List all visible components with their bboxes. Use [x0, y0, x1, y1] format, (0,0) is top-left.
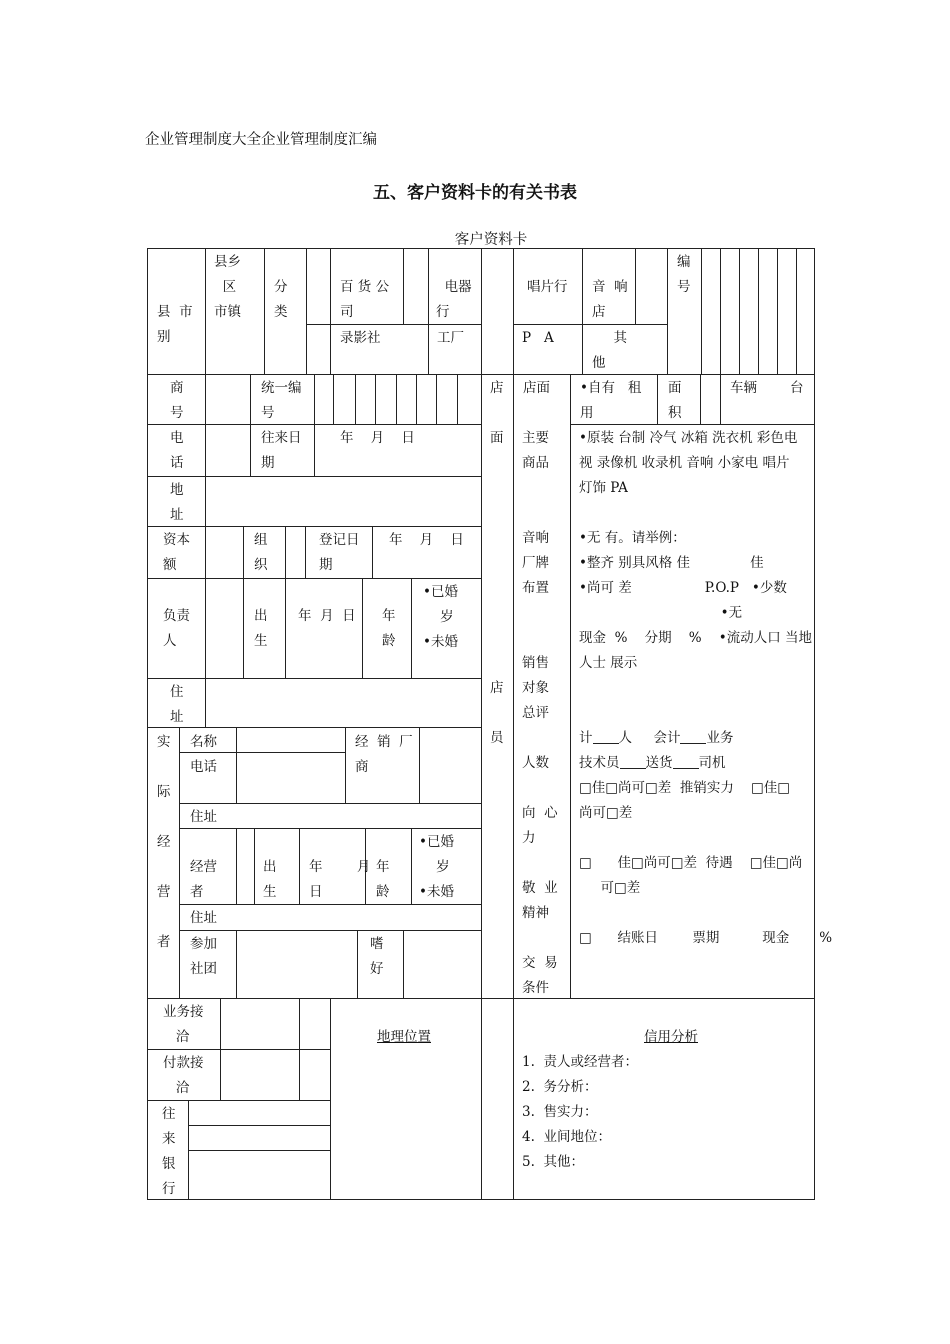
category-label: 分 类	[274, 279, 288, 320]
staff-total-label: 计	[579, 730, 593, 746]
bank-label: 往 来 银 行	[162, 1106, 176, 1197]
staff-line-1	[579, 726, 733, 751]
pa-label: P A	[522, 330, 554, 346]
number-label: 编 号	[677, 254, 691, 295]
reg-date-value: 年 月 日	[389, 532, 464, 548]
store-staff-label: 店 面 店 员	[490, 380, 504, 746]
sales-line-2: 人士 展示	[579, 655, 638, 671]
since-date-value: 年 月 日	[340, 430, 415, 446]
video-label: 录影社	[340, 330, 381, 346]
residence-label: 住 址	[170, 684, 184, 725]
club-label: 参加 社团	[190, 936, 217, 977]
principal-marital-option: •已婚 岁 •未婚	[423, 584, 458, 650]
principal-age-label: 年 龄	[382, 608, 396, 649]
staff-tech-blank	[620, 754, 646, 769]
dept-store-label: 百 货 公 司	[340, 279, 390, 320]
geo-location-heading: 地理位置	[377, 1029, 431, 1045]
staff-driver-label: 司机	[698, 755, 726, 771]
county-city-label: 县 市 别	[157, 304, 193, 345]
trade-terms-line: □ 结账日 票期 现金 %	[579, 930, 833, 946]
phone-label: 电 话	[170, 430, 184, 471]
operator-side-label: 实 际 经 营 者	[157, 734, 171, 950]
factory-label: 工厂	[437, 330, 464, 346]
operator-residence2-label: 住址	[190, 910, 217, 926]
area-label: 面 积	[668, 380, 682, 421]
unit-label: 台	[790, 380, 804, 396]
credit-analysis-heading: 信用分析	[644, 1029, 698, 1045]
dedication-line-2: 可□差	[579, 880, 641, 896]
staff-line-2	[579, 751, 726, 776]
staff-accounting-blank	[680, 729, 706, 744]
staff-delivery-label: 送货	[645, 755, 673, 771]
principal-birth-value: 年 月 日	[298, 608, 356, 624]
document-title: 五、客户资料卡的有关书表	[373, 183, 577, 203]
reg-date-label: 登记日 期	[319, 532, 360, 573]
operator-name-label: 名称	[190, 734, 217, 750]
principal-label: 负责 人	[163, 608, 190, 649]
card-title: 客户资料卡	[454, 232, 528, 248]
vehicle-label: 车辆	[730, 380, 757, 396]
biz-contact-label: 业务接 洽	[163, 1004, 204, 1045]
staff-delivery-blank	[673, 754, 699, 769]
operator-birth-value: 年 月 日	[309, 859, 371, 900]
storefront-label: 店面	[523, 380, 550, 396]
electric-label: 电器 行	[436, 279, 472, 320]
staff-total-blank	[593, 729, 619, 744]
operator-age-label: 年 龄	[376, 859, 390, 900]
principal-birth-label: 出 生	[254, 608, 268, 649]
document-header: 企业管理制度大全企业管理制度汇编	[145, 132, 377, 148]
address-label: 地 址	[170, 482, 184, 523]
staff-business-label: 业务	[706, 730, 734, 746]
own-rent-option: •自有 租 用	[580, 380, 642, 421]
staff-accounting-label: 人 会计	[618, 730, 681, 746]
capital-label: 资本 额	[163, 532, 190, 573]
since-date-label: 往来日 期	[261, 430, 302, 471]
county-town-label: 县乡 区 市镇	[214, 254, 241, 320]
credit-analysis-list: 1. 责人或经营者： 2. 务分析： 3. 售实力： 4. 业间地位： 5. 其他：	[522, 1054, 638, 1170]
operator-label: 经营 者	[190, 859, 217, 900]
unified-no-label: 统一编 号	[261, 380, 302, 421]
pay-contact-label: 付款接 洽	[163, 1055, 204, 1096]
brand-line-3: •尚可 差 P.O.P •少数	[579, 580, 787, 596]
staff-tech-label: 技术员	[579, 755, 620, 771]
trade-name-label: 商 号	[170, 380, 184, 421]
operator-marital-option: •已婚 岁 •未婚	[419, 834, 454, 900]
main-goods-options: •原装 台制 冷气 冰箱 洗衣机 彩色电 视 录像机 收录机 音响 小家电 唱片 灯饰 PA	[579, 430, 798, 496]
brand-line-2: •整齐 别具风格 佳 佳	[579, 555, 764, 571]
other-label: 其 他	[592, 330, 627, 371]
operator-birth-label: 出 生	[263, 859, 277, 900]
operator-phone-label: 电话	[190, 759, 217, 775]
audio-label: 音 响 店	[592, 279, 628, 320]
dedication-line-1: □ 佳□尚可□差 待遇 □佳□尚	[579, 855, 803, 871]
brand-line-1: •无 有。请举例：	[579, 530, 686, 546]
brand-line-4: •无	[579, 605, 743, 621]
dealer-label: 经 销 厂 商	[355, 734, 413, 775]
loyalty-line-2: 尚可□差	[579, 805, 633, 821]
hobby-label: 嗜 好	[370, 936, 384, 977]
org-label: 组 织	[254, 532, 268, 573]
records-label: 唱片行	[527, 279, 568, 295]
loyalty-line-1: □佳□尚可□差 推销实力 □佳□	[579, 780, 791, 796]
evaluation-labels: 主要 商品 音响 厂牌 布置 销售 对象 总评 人数 向 心 力 敬 业 精神 交 易 条件	[522, 430, 558, 996]
sales-line-1: 现金 % 分期 % •流动人口 当地	[579, 630, 812, 646]
operator-residence-label: 住址	[190, 809, 217, 825]
